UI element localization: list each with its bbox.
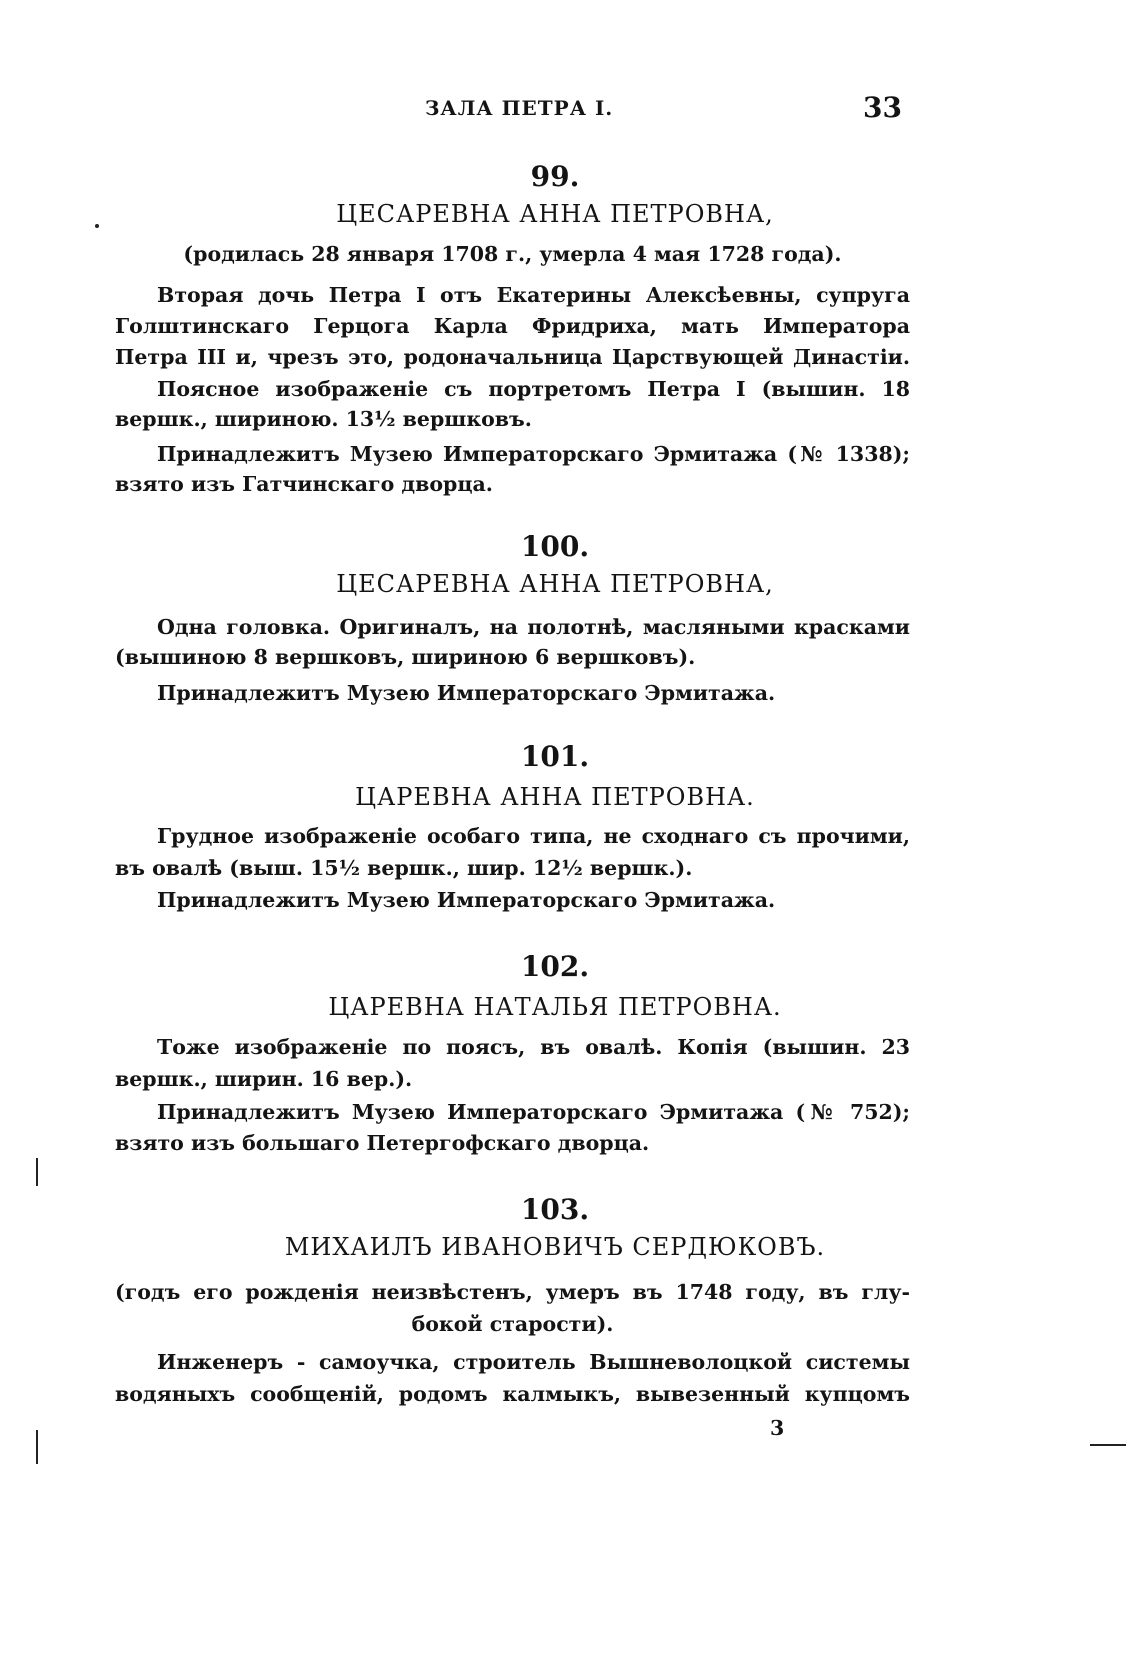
entry-text-line: Поясное изображеніе съ портретомъ Петра I (вышин. 18 xyxy=(157,377,910,401)
entry-text-line: Голштинскаго Герцога Карла Фридриха, мать Императора xyxy=(115,314,910,338)
running-title: ЗАЛА ПЕТРА I. xyxy=(425,96,614,120)
entry-title: ЦАРЕВНА НАТАЛЬЯ ПЕТРОВНА. xyxy=(328,993,782,1021)
scan-artifact xyxy=(1090,1444,1126,1446)
entry-number: 103. xyxy=(520,1193,590,1226)
entry-text-line: (вышиною 8 вершковъ, шириною 6 вершковъ). xyxy=(115,645,696,669)
entry-dates: (родилась 28 января 1708 г., умерла 4 мая 1728 года). xyxy=(183,242,842,266)
entry-text-line: въ овалѣ (выш. 15½ вершк., шир. 12½ вершк.). xyxy=(115,856,693,880)
entry-text-line: взято изъ большаго Петергофскаго дворца. xyxy=(115,1131,650,1155)
entry-title: МИХАИЛЪ ИВАНОВИЧЪ СЕРДЮКОВЪ. xyxy=(284,1233,826,1261)
scan-artifact xyxy=(95,224,99,228)
entry-text-line: вершк., ширин. 16 вер.). xyxy=(115,1067,413,1091)
entry-dates: (годъ его рожденія неизвѣстенъ, умеръ въ 1748 году, въ глу- xyxy=(115,1280,910,1304)
entry-text-line: Грудное изображеніе особаго типа, не сходнаго съ прочими, xyxy=(157,824,910,848)
entry-dates: бокой старости). xyxy=(411,1312,614,1336)
entry-text-line: Принадлежитъ Музею Императорскаго Эрмитажа (№ 1338); xyxy=(157,442,910,466)
scan-artifact xyxy=(36,1430,38,1464)
page-number: 33 xyxy=(863,91,902,124)
entry-text-line: вершк., шириною. 13½ вершковъ. xyxy=(115,407,532,431)
entry-text-line: Тоже изображеніе по поясъ, въ овалѣ. Копія (вышин. 23 xyxy=(157,1035,910,1059)
entry-title: ЦЕСАРЕВНА АННА ПЕТРОВНА, xyxy=(336,570,774,598)
entry-text-line: Инженеръ - самоучка, строитель Вышневолоцкой системы xyxy=(157,1350,910,1374)
entry-text-line: взято изъ Гатчинскаго дворца. xyxy=(115,472,493,496)
entry-text-line: Принадлежитъ Музею Императорскаго Эрмитажа. xyxy=(157,681,776,705)
entry-text-line: Петра III и, чрезъ это, родоначальница Царствующей Династіи. xyxy=(115,345,910,369)
entry-number: 102. xyxy=(520,950,590,983)
entry-title: ЦЕСАРЕВНА АННА ПЕТРОВНА, xyxy=(336,200,774,228)
entry-text-line: Вторая дочь Петра I отъ Екатерины Алексѣевны, супруга xyxy=(157,283,910,307)
entry-text-line: Одна головка. Оригиналъ, на полотнѣ, масляными красками xyxy=(157,615,910,639)
entry-number: 99. xyxy=(530,160,580,193)
signature-mark: 3 xyxy=(770,1416,785,1440)
entry-number: 101. xyxy=(520,740,590,773)
entry-text-line: Принадлежитъ Музею Императорскаго Эрмитажа. xyxy=(157,888,776,912)
entry-text-line: Принадлежитъ Музею Императорскаго Эрмитажа (№ 752); xyxy=(157,1100,910,1124)
scan-artifact xyxy=(36,1158,38,1186)
entry-title: ЦАРЕВНА АННА ПЕТРОВНА. xyxy=(355,783,755,811)
entry-text-line: водяныхъ сообщеній, родомъ калмыкъ, вывезенный купцомъ xyxy=(115,1382,910,1406)
entry-number: 100. xyxy=(520,530,590,563)
